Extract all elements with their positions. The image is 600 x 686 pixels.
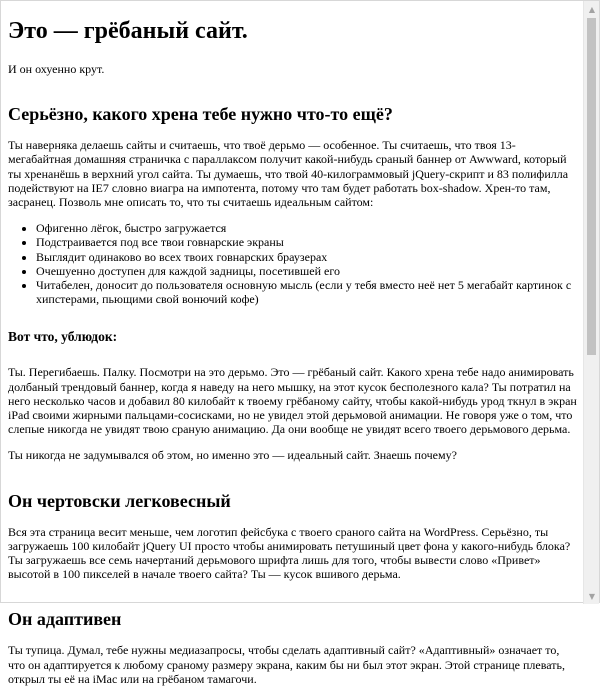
- page-title: Это — грёбаный сайт.: [8, 18, 248, 44]
- section-paragraph-responsive: Ты тупица. Думал, тебе нужны медиазапросы, чтобы сделать адаптивный сайт? «Адаптивный» означает то, что он адаптируется к любому сраному размеру экрана, каким бы ни был этот экран. Этой странице плевать, открыл ты её на iMac или на грёбаном тамагочи.: [8, 643, 565, 686]
- article: [1, 17, 584, 686]
- section-heading-seriously: Серьёзно, какого хрена тебе нужно что-то ещё?: [8, 104, 393, 125]
- section-heading-listen: Вот что, ублюдок:: [8, 329, 118, 345]
- scroll-down-arrow-icon[interactable]: ▼: [588, 591, 596, 601]
- list-item: • Очешуенно доступен для каждой задницы, посетившей его: [36, 264, 577, 278]
- section-paragraph-seriously: Ты наверняка делаешь сайты и считаешь, что твоё дерьмо — особенное. Ты считаешь, что твоя 13-мегабайтная домашняя страничка с параллаксом получит какой-нибудь сраный баннер от Awwward, который ты хренанёшь в верхний угол сайта. Ты думаешь, что твой 40-килограммовый jQuery-скрипт и 83 полифилла подействуют на IE7 словно виагра на импотента, потому что там будет работать box-shadow. Хрен-то там, засранец. Позволь мне описать то, что ты считаешь идеальным сайтом:: [8, 138, 569, 210]
- ideal-site-list: [8, 221, 577, 306]
- list-item: • Офигенно лёгок, быстро загружается: [36, 221, 577, 235]
- section-paragraph-lightweight: Вся эта страница весит меньше, чем логотип фейсбука с твоего сраного сайта на WordPress. Серьёзно, ты загружаешь 100 килобайт jQuery UI просто чтобы анимировать петушиный цвет фона у какого-нибудь блока? Ты загружаешь все семь начертаний дерьмового шрифта лишь для того, чтобы вывести слово «Привет» высотой в 100 пикселей в начале твоего сайта? Ты — кусок вшивого дерьма.: [8, 524, 571, 582]
- section-paragraph-overdoing: Ты. Перегибаешь. Палку. Посмотри на это дерьмо. Это — грёбаный сайт. Какого хрена тебе надо анимировать долбаный трендовый баннер, когда я наведу на него мышку, на этот кусок бесполезного кала? Ты потратил на него несколько часов и добавил 80 килобайт к твоему грёбаному сайту, чтобы какой-нибудь урод ткнул в экран iPad своими жирными пальцами-сосисками, но не увидел этой дерьмовой анимации. Не говоря уже о том, что слепые никогда не увидят твою сраную анимацию. Да они вообще не увидят всего твоего дерьмового дерьма.: [8, 365, 577, 437]
- intro-text: И он охуенно крут.: [8, 62, 105, 76]
- list-item: • Подстраивается под все твои говнарские экраны: [36, 235, 577, 249]
- scroll-up-arrow-icon[interactable]: ▲: [588, 4, 596, 14]
- scrollbar-thumb[interactable]: [587, 18, 596, 355]
- vertical-scrollbar[interactable]: [583, 1, 599, 604]
- section-paragraph-perfect-site: Ты никогда не задумывался об этом, но именно это — идеальный сайт. Знаешь почему?: [8, 448, 457, 463]
- page-content-area: [1, 1, 584, 686]
- list-item: • Читабелен, доносит до пользователя основную мысль (если у тебя вместо неё нет 5 мегабайт картинок с хипстерами, пьющими свой вонючий кофе): [36, 278, 577, 306]
- list-item: • Выглядит одинаково во всех твоих говнарских браузерах: [36, 250, 577, 264]
- section-heading-responsive: Он адаптивен: [8, 609, 122, 630]
- section-heading-lightweight: Он чертовски легковесный: [8, 490, 231, 511]
